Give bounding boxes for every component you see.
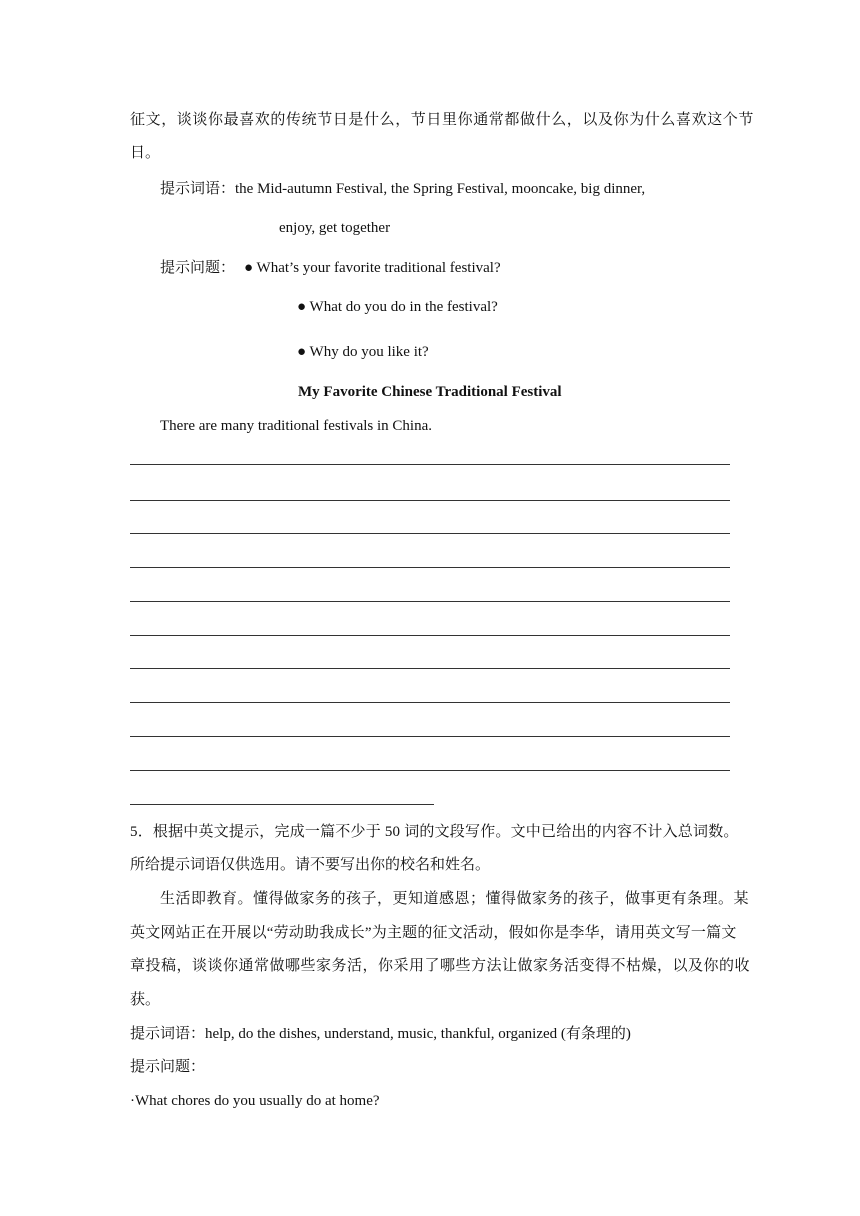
answer-line (130, 635, 730, 636)
question5-line-2: 所给提示词语仅供选用。请不要写出你的校名和姓名。 (130, 857, 491, 873)
hint-words-text: the Mid-autumn Festival, the Spring Festival, mooncake, big dinner, (235, 181, 646, 197)
answer-line (130, 770, 730, 771)
hint-words-line-2: enjoy, get together (279, 220, 391, 236)
question5-para-2: 英文网站正在开展以“劳动助我成长”为主题的征文活动，假如你是李华，请用英文写一篇文 (130, 925, 737, 941)
hint-question-2: ● What do you do in the festival? (297, 299, 498, 315)
answer-line (130, 567, 730, 568)
essay-opening: There are many traditional festivals in China. (160, 418, 432, 434)
essay-title: My Favorite Chinese Traditional Festival (298, 384, 562, 400)
question5-para-1: 生活即教育。懂得做家务的孩子，更知道感恩；懂得做家务的孩子，做事更有条理。某 (160, 891, 750, 907)
answer-line (130, 500, 730, 501)
intro-line-1: 征文，谈谈你最喜欢的传统节日是什么，节日里你通常都做什么，以及你为什么喜欢这个节 (130, 112, 755, 128)
answer-line (130, 601, 730, 602)
hint-question-1: ● What’s your favorite traditional festival? (244, 260, 501, 276)
answer-line-short (130, 804, 434, 805)
answer-line (130, 533, 730, 534)
question5-line-1: 5．根据中英文提示，完成一篇不少于 50 词的文段写作。文中已给出的内容不计入总词数。 (130, 824, 739, 840)
hint-question-3: ● Why do you like it? (297, 344, 429, 360)
answer-line (130, 464, 730, 465)
hint-words-line-1 (160, 182, 645, 197)
answer-line (130, 736, 730, 737)
question5-hint-words: 提示词语：help, do the dishes, understand, music, thankful, organized (有条理的) (130, 1026, 631, 1042)
question5-question-1: ·What chores do you usually do at home? (130, 1093, 380, 1109)
intro-line-2: 日。 (130, 145, 161, 161)
question5-para-3: 章投稿，谈谈你通常做哪些家务活，你采用了哪些方法让做家务活变得不枯燥，以及你的收 (130, 958, 751, 974)
hint-questions-label: 提示问题： (160, 260, 236, 276)
question5-hint-questions-label: 提示问题： (130, 1059, 206, 1075)
answer-line (130, 668, 730, 669)
hint-words-label: 提示词语： (160, 181, 236, 197)
answer-line (130, 702, 730, 703)
question5-para-4: 获。 (130, 992, 161, 1008)
